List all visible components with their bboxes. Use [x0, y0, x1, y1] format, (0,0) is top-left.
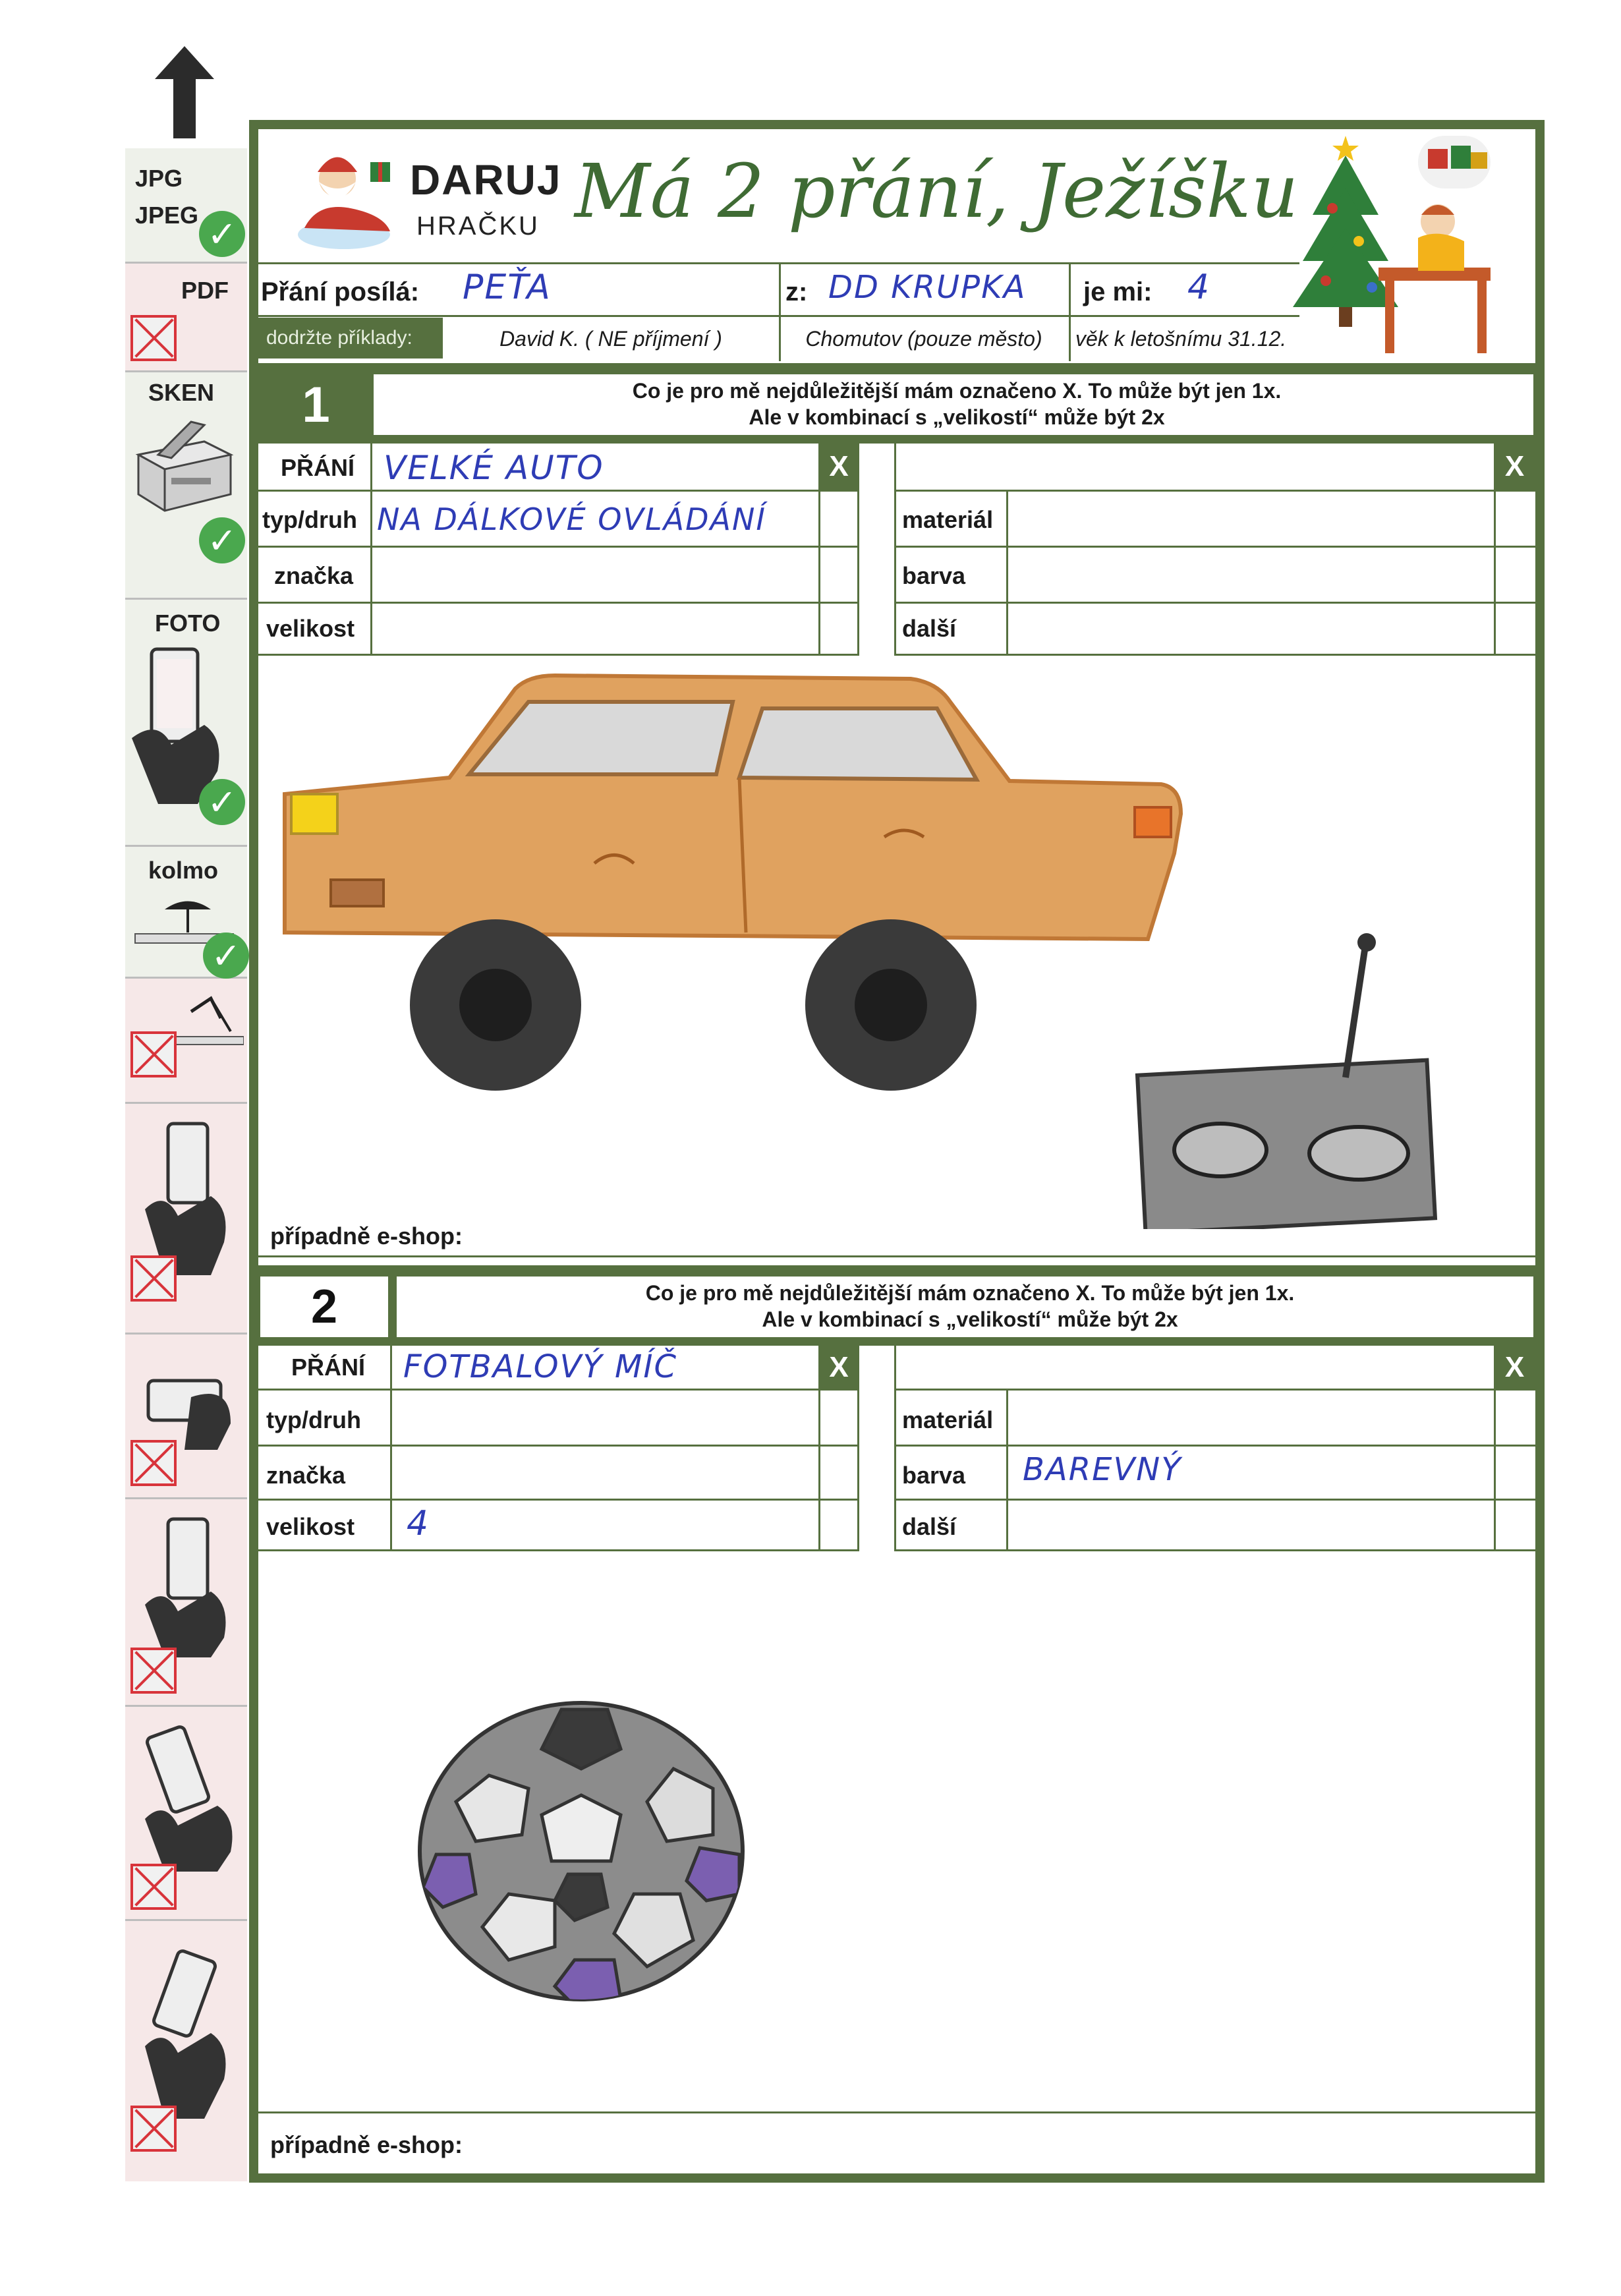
cross-icon — [130, 1031, 177, 1077]
phone-hand-icon — [138, 1117, 237, 1275]
section-divider — [249, 363, 1545, 372]
sender-label: Přání posílá: — [261, 277, 420, 306]
fields-right-border — [894, 444, 1535, 656]
page-title: Má 2 přání, Ježíšku — [575, 149, 1299, 235]
examples-label: dodržte příklady: — [258, 318, 443, 359]
field-label-size: velikost — [266, 615, 355, 642]
field-value-size[interactable]: 4 — [407, 1504, 430, 1543]
field-divider — [258, 1445, 859, 1447]
field-label-other: další — [902, 615, 957, 642]
field-label-type: typ/druh — [262, 506, 357, 533]
instruction-text — [390, 378, 1523, 430]
phone-hand-icon — [138, 1512, 237, 1657]
priority-x-box[interactable]: X — [1494, 1346, 1535, 1389]
priority-x-box[interactable]: X — [818, 1346, 859, 1389]
field-label-wish: PŘÁNÍ — [281, 454, 355, 481]
header — [258, 129, 1535, 363]
field-divider — [894, 490, 1535, 492]
instruction-line1: Co je pro mě nejdůležitější mám označeno X. To může být jen 1x. — [645, 1281, 1295, 1305]
phone-hand-icon — [138, 1720, 237, 1872]
fields-right — [894, 444, 1535, 656]
fields-left — [258, 444, 859, 656]
fields-left — [258, 1346, 859, 1551]
sidebar-bad-photo-3 — [125, 1499, 247, 1707]
sidebar-bad-photo-5 — [125, 1921, 247, 2181]
example-age: věk k letošnímu 31.12. — [1075, 327, 1287, 351]
age-value[interactable]: 4 — [1187, 268, 1211, 307]
eshop-label: případně e-shop: — [270, 1222, 463, 1249]
sidebar-pdf — [125, 264, 247, 372]
field-divider — [1006, 490, 1008, 656]
tilted-icon — [165, 992, 244, 1064]
field-divider — [894, 546, 1535, 548]
wish-1 — [258, 372, 1535, 1265]
field-divider — [894, 1499, 1535, 1501]
eshop-divider — [258, 2111, 1535, 2113]
santa-logo-icon — [291, 142, 403, 254]
field-divider — [258, 1499, 859, 1501]
field-value-color[interactable]: BAREVNÝ — [1023, 1451, 1182, 1488]
sidebar-tilted — [125, 979, 247, 1104]
field-divider — [258, 490, 859, 492]
field-label-other: další — [902, 1513, 957, 1540]
check-icon: ✓ — [199, 211, 245, 257]
sidebar-scan-label: SKEN — [148, 379, 215, 406]
sender-value[interactable]: PEŤA — [463, 268, 552, 307]
example-place: Chomutov (pouze město) — [805, 327, 1042, 351]
cross-icon — [130, 2106, 177, 2152]
section-divider — [249, 1265, 1545, 1275]
eshop-divider — [258, 1255, 1535, 1257]
car-drawing — [278, 662, 1464, 1229]
section-divider — [258, 1339, 1535, 1346]
phone-hand-icon — [138, 1371, 237, 1450]
field-divider — [894, 602, 1535, 604]
field-divider — [894, 1389, 1535, 1391]
cross-icon — [130, 1648, 177, 1694]
sidebar-scan — [125, 372, 247, 600]
check-icon: ✓ — [199, 779, 245, 825]
scanner-icon — [132, 415, 237, 521]
phone-hand-icon — [138, 1947, 237, 2119]
sidebar-photo-label: FOTO — [155, 610, 221, 637]
priority-x-box[interactable]: X — [818, 444, 859, 490]
priority-x-box[interactable]: X — [1494, 444, 1535, 490]
field-divider — [258, 1389, 859, 1391]
logo-line2: HRAČKU — [416, 212, 540, 241]
sidebar-bad-photo-2 — [125, 1335, 247, 1499]
field-divider — [1006, 1389, 1008, 1551]
cross-icon — [130, 1255, 177, 1302]
field-label-size: velikost — [266, 1513, 355, 1540]
field-label-wish: PŘÁNÍ — [291, 1354, 366, 1381]
sidebar-bad-photo-4 — [125, 1707, 247, 1921]
fields-right-border — [894, 1346, 1535, 1551]
sidebar-perpendicular-label: kolmo — [148, 857, 219, 884]
field-label-color: barva — [902, 1462, 966, 1489]
cross-icon — [130, 315, 177, 361]
field-label-brand: značka — [266, 1462, 346, 1489]
wish-number: 2 — [310, 1280, 338, 1333]
sidebar-photo — [125, 600, 247, 847]
check-icon: ✓ — [199, 517, 245, 563]
field-divider — [258, 546, 859, 548]
cross-icon — [130, 1440, 177, 1486]
field-label-color: barva — [902, 562, 966, 589]
section-divider — [258, 437, 1535, 444]
football-drawing — [410, 1696, 753, 2006]
example-name: David K. ( NE příjmení ) — [499, 327, 722, 351]
sidebar-bad-photo-1 — [125, 1104, 247, 1335]
field-label-brand: značka — [274, 562, 354, 589]
sidebar-perpendicular — [125, 847, 247, 979]
eshop-label: případně e-shop: — [270, 2131, 463, 2158]
instruction-text — [416, 1280, 1523, 1333]
field-divider — [390, 1346, 392, 1551]
wish-number-accent — [390, 1275, 397, 1339]
field-divider — [258, 602, 859, 604]
wish-number: 1 — [302, 376, 330, 433]
christmas-tree-icon — [1286, 129, 1530, 363]
from-label: z: — [785, 277, 808, 306]
instruction-line2: Ale v kombinací s „velikostí“ může být 2x — [762, 1307, 1178, 1331]
field-value-wish[interactable]: VELKÉ AUTO — [384, 449, 604, 487]
format-sidebar — [0, 0, 264, 2296]
field-divider — [894, 1445, 1535, 1447]
field-divider — [370, 444, 372, 656]
header-divider — [779, 262, 781, 361]
fields-right — [894, 1346, 1535, 1551]
wish-2 — [258, 1275, 1535, 2173]
age-label: je mi: — [1083, 277, 1152, 306]
instruction-line2: Ale v kombinací s „velikostí“ může být 2x — [749, 405, 1165, 429]
cross-icon — [130, 1864, 177, 1910]
field-label-material: materiál — [902, 506, 994, 533]
from-value[interactable]: DD KRUPKA — [828, 269, 1027, 306]
sidebar-jpg — [125, 148, 247, 264]
sidebar-jpg-label: JPG JPEG — [135, 165, 199, 229]
field-label-material: materiál — [902, 1406, 994, 1433]
check-icon: ✓ — [203, 933, 249, 979]
field-value-type[interactable]: NA DÁLKOVÉ OVLÁDÁNÍ — [377, 502, 766, 537]
header-divider — [1069, 262, 1071, 361]
sidebar-pdf-label: PDF — [181, 277, 229, 304]
logo-line1: DARUJ — [410, 156, 562, 204]
field-label-type: typ/druh — [266, 1406, 361, 1433]
instruction-line1: Co je pro mě nejdůležitější mám označeno X. To může být jen 1x. — [632, 379, 1282, 403]
field-value-wish[interactable]: FOTBALOVÝ MÍČ — [403, 1348, 678, 1385]
